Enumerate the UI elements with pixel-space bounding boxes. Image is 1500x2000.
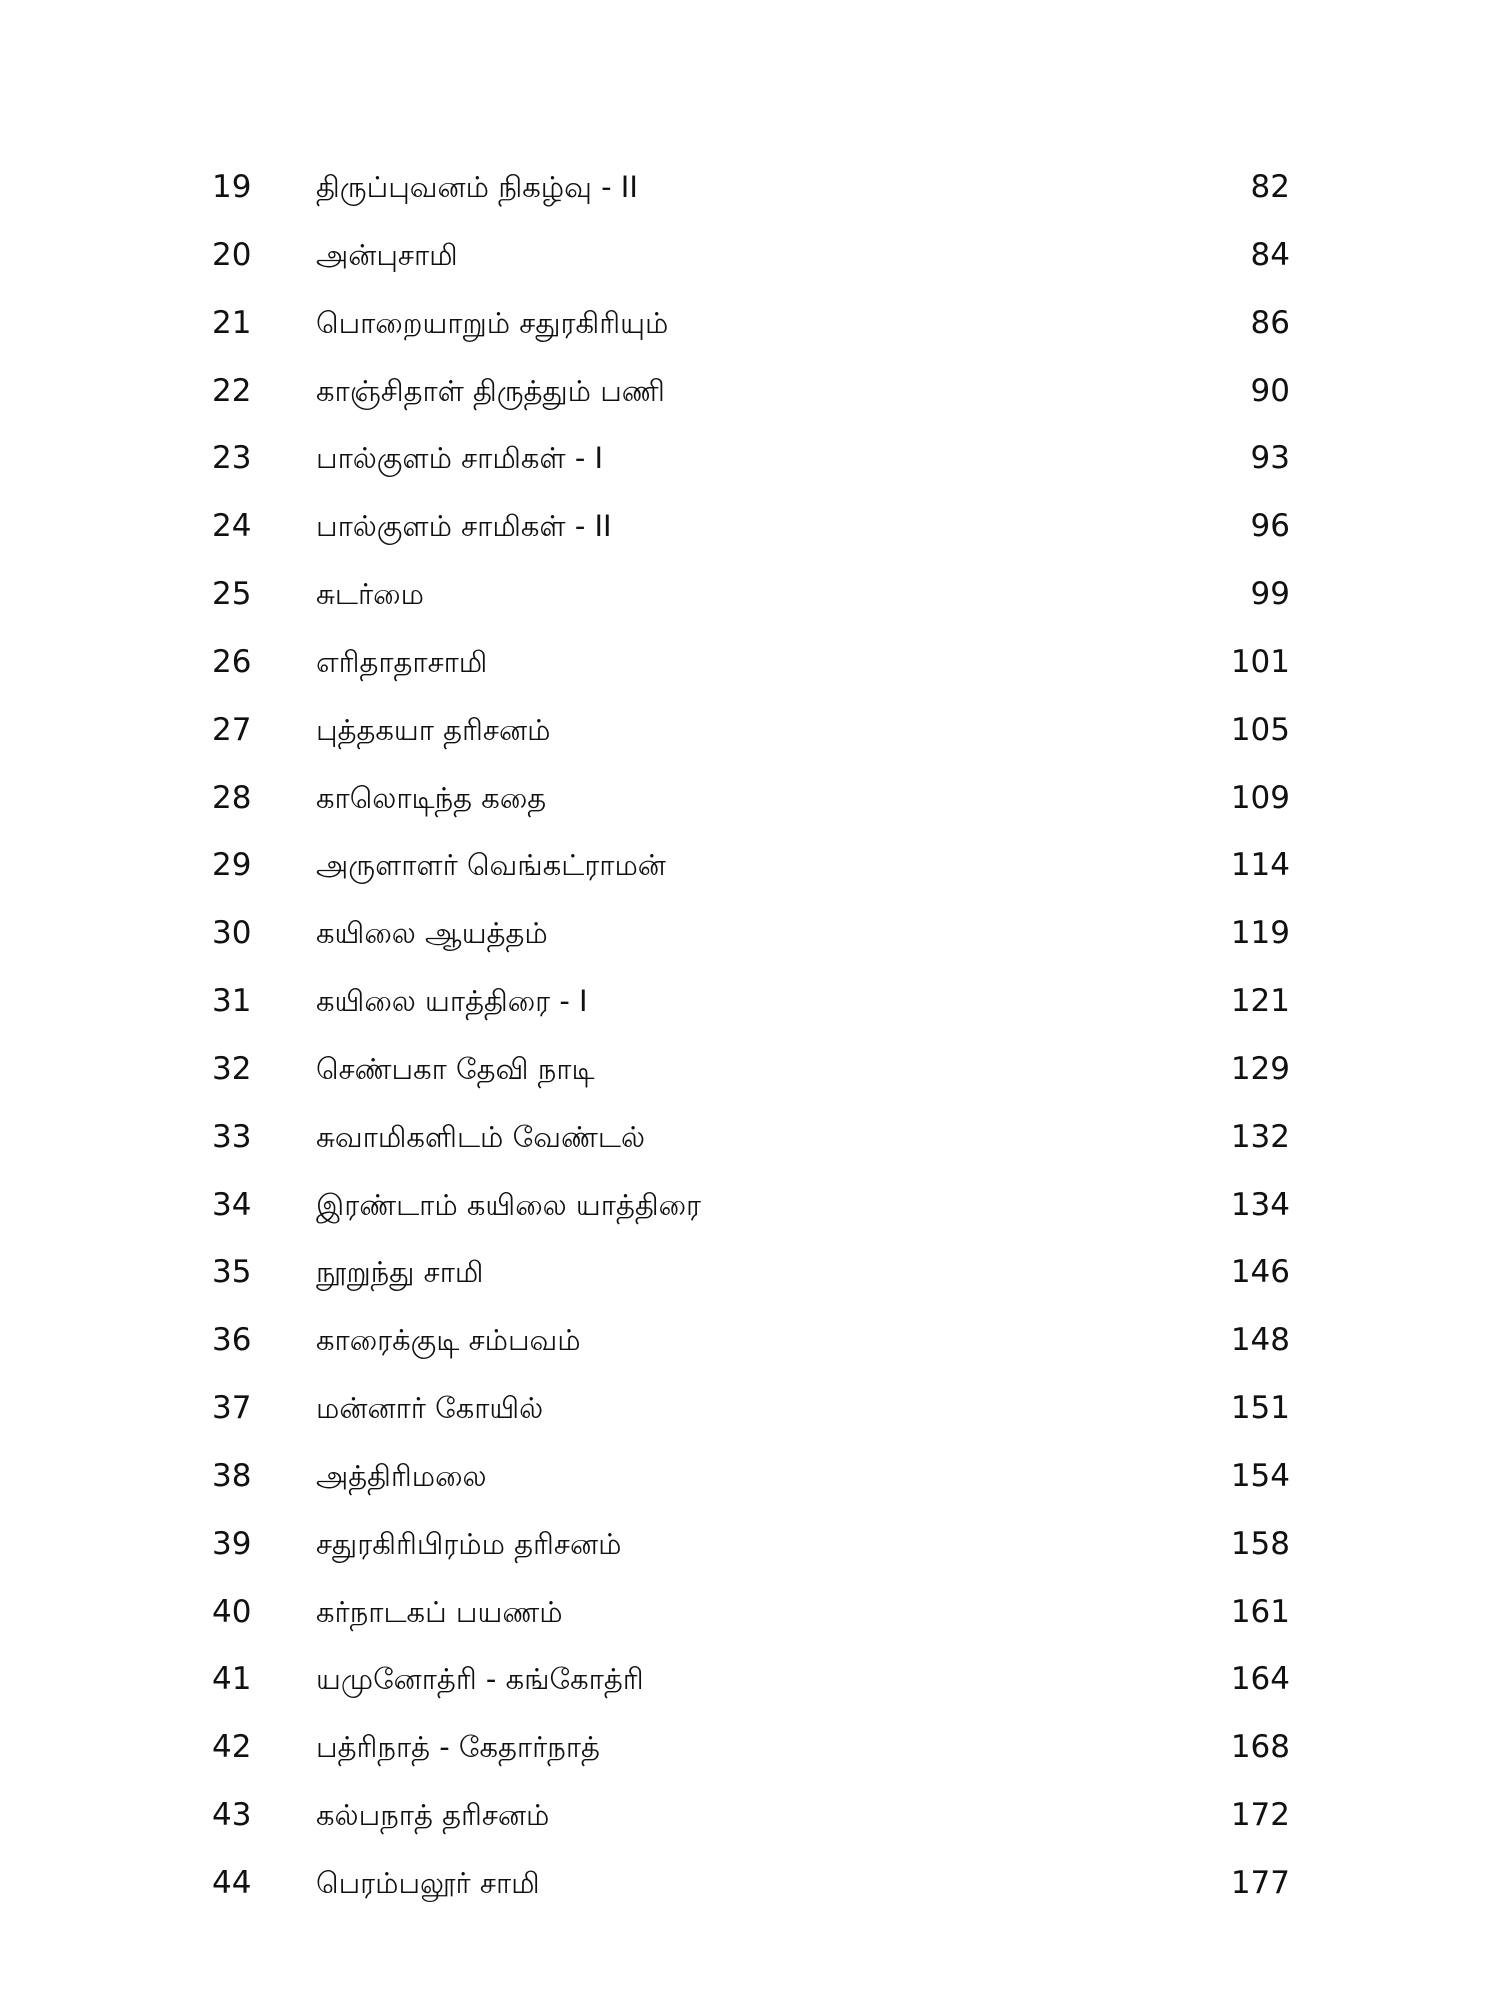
entry-title: கல்பநாத் தரிசனம் (316, 1798, 550, 1833)
toc-entry (0, 157, 1500, 217)
toc-entry (0, 1582, 1500, 1642)
entry-title: சுவாமிகளிடம் வேண்டல் (316, 1119, 646, 1154)
entry-page: 105 (1230, 711, 1290, 748)
entry-page: 82 (1250, 169, 1290, 205)
entry-title: அத்திரிமலை (316, 1458, 487, 1493)
entry-number: 38 (212, 1457, 252, 1494)
toc-entry (0, 225, 1500, 285)
entry-number: 33 (212, 1118, 252, 1155)
entry-number: 29 (212, 847, 252, 884)
toc-entry (0, 1649, 1500, 1709)
entry-number: 30 (212, 915, 252, 952)
entry-number: 42 (212, 1729, 252, 1766)
entry-title: அருளாளர் வெங்கட்ராமன் (316, 848, 666, 883)
entry-number: 19 (212, 169, 252, 205)
entry-number: 35 (212, 1254, 252, 1291)
toc-entry (0, 971, 1500, 1031)
entry-page: 86 (1250, 304, 1290, 341)
entry-page: 84 (1250, 236, 1290, 273)
entry-page: 93 (1250, 440, 1290, 477)
toc-entry (0, 361, 1500, 421)
entry-page: 129 (1230, 1050, 1290, 1087)
entry-page: 158 (1230, 1525, 1290, 1562)
entry-title: மன்னார் கோயில் (316, 1391, 544, 1426)
entry-title: காலொடிந்த கதை (316, 780, 547, 815)
entry-number: 41 (212, 1661, 252, 1698)
entry-title: கயிலை ஆயத்தம் (316, 916, 548, 951)
entry-title: அன்புசாமி (316, 237, 458, 272)
entry-title: திருப்புவனம் நிகழ்வு - II (316, 170, 638, 204)
entry-page: 134 (1230, 1186, 1290, 1223)
entry-number: 21 (212, 304, 252, 341)
entry-number: 36 (212, 1322, 252, 1359)
entry-title: செண்பகா தேவி நாடி (316, 1051, 595, 1086)
entry-page: 151 (1230, 1390, 1290, 1427)
entry-title: பொறையாறும் சதுரகிரியும் (316, 305, 669, 340)
entry-title: பத்ரிநாத் - கேதார்நாத் (316, 1730, 600, 1765)
entry-page: 148 (1230, 1322, 1290, 1359)
entry-title: கர்நாடகப் பயணம் (316, 1594, 563, 1629)
toc-entry (0, 768, 1500, 828)
entry-title: காரைக்குடி சம்பவம் (316, 1323, 581, 1358)
entry-title: எரிதாதாசாமி (316, 644, 488, 679)
entry-page: 132 (1230, 1118, 1290, 1155)
entry-page: 161 (1230, 1593, 1290, 1630)
entry-title: பெரம்பலூர் சாமி (316, 1866, 540, 1900)
entry-title: இரண்டாம் கயிலை யாத்திரை (316, 1187, 702, 1222)
entry-number: 27 (212, 711, 252, 748)
toc-entry (0, 700, 1500, 760)
toc-entry (0, 1785, 1500, 1845)
entry-number: 39 (212, 1525, 252, 1562)
entry-title: புத்தகயா தரிசனம் (316, 712, 551, 747)
entry-title: சதுரகிரிபிரம்ம தரிசனம் (316, 1526, 622, 1561)
toc-entry (0, 293, 1500, 353)
toc-entry (0, 1039, 1500, 1099)
toc-entry (0, 1175, 1500, 1235)
entry-number: 40 (212, 1593, 252, 1630)
entry-number: 32 (212, 1050, 252, 1087)
entry-title: காஞ்சிதாள் திருத்தும் பணி (316, 373, 665, 408)
entry-page: 114 (1230, 847, 1290, 884)
toc-entry (0, 903, 1500, 963)
entry-page: 146 (1230, 1254, 1290, 1291)
entry-number: 25 (212, 576, 252, 613)
entry-page: 96 (1250, 508, 1290, 545)
entry-number: 37 (212, 1390, 252, 1427)
entry-number: 26 (212, 643, 252, 680)
toc-entry (0, 835, 1500, 895)
entry-number: 22 (212, 372, 252, 409)
toc-entry (0, 564, 1500, 624)
toc-entry (0, 1446, 1500, 1506)
entry-page: 99 (1250, 576, 1290, 613)
entry-title: யமுனோத்ரி - கங்கோத்ரி (316, 1662, 644, 1697)
entry-number: 28 (212, 779, 252, 816)
toc-entry (0, 1378, 1500, 1438)
entry-page: 172 (1230, 1797, 1290, 1834)
entry-title: சுடர்மை (316, 577, 424, 612)
entry-title: பால்குளம் சாமிகள் - II (316, 509, 612, 544)
entry-number: 31 (212, 983, 252, 1020)
entry-title: நூறுந்து சாமி (316, 1255, 484, 1290)
toc-entry (0, 1514, 1500, 1574)
entry-number: 20 (212, 236, 252, 273)
toc-entry (0, 1107, 1500, 1167)
entry-title: கயிலை யாத்திரை - I (316, 984, 588, 1019)
entry-number: 24 (212, 508, 252, 545)
toc-entry (0, 428, 1500, 488)
toc-entry (0, 496, 1500, 556)
entry-page: 119 (1230, 915, 1290, 952)
entry-page: 101 (1230, 643, 1290, 680)
entry-number: 23 (212, 440, 252, 477)
entry-page: 109 (1230, 779, 1290, 816)
entry-number: 43 (212, 1797, 252, 1834)
entry-number: 44 (212, 1865, 252, 1901)
entry-page: 177 (1230, 1865, 1290, 1901)
entry-page: 90 (1250, 372, 1290, 409)
entry-page: 121 (1230, 983, 1290, 1020)
toc-entry (0, 632, 1500, 692)
toc-entry (0, 1310, 1500, 1370)
toc-entry (0, 1717, 1500, 1777)
entry-number: 34 (212, 1186, 252, 1223)
entry-page: 168 (1230, 1729, 1290, 1766)
entry-page: 154 (1230, 1457, 1290, 1494)
entry-page: 164 (1230, 1661, 1290, 1698)
toc-entry (0, 1242, 1500, 1302)
toc-entry (0, 1853, 1500, 1913)
entry-title: பால்குளம் சாமிகள் - I (316, 441, 604, 476)
